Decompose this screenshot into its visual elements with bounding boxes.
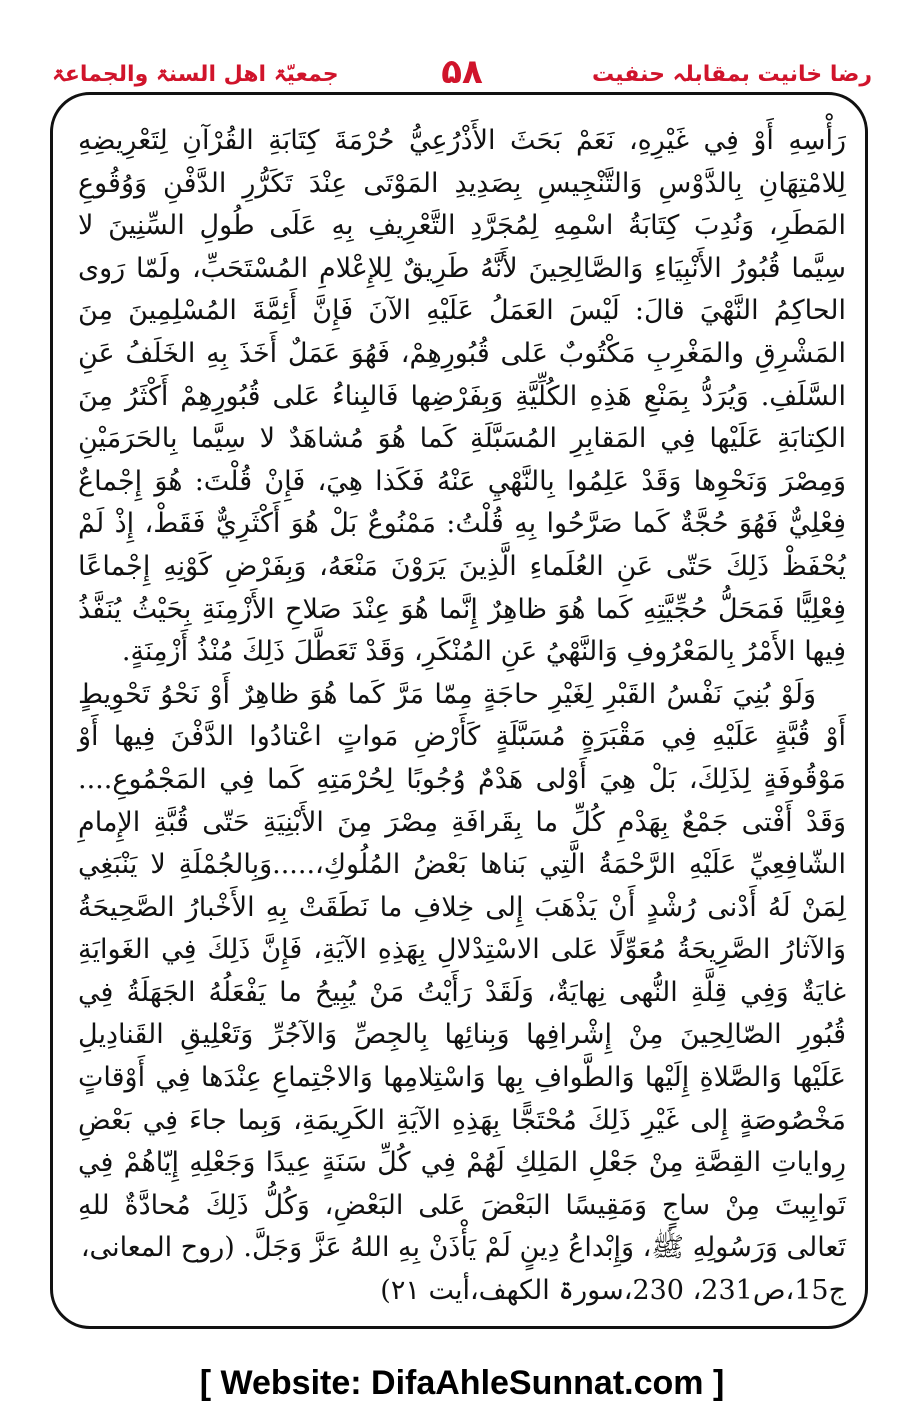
reference-citation: ج15،ص231، 230،سورۃ الکھف،أیت ۲۱) [380, 1275, 846, 1307]
page-number: ۵۸ [441, 52, 483, 92]
main-text [78, 120, 846, 1320]
header-book-title: رضا خانیت بمقابلہ حنفیت [592, 62, 872, 87]
paragraph-1: رَأْسِهِ أَوْ فِي غَيْرِهِ، نَعَمْ بَحَثَ الأَذْرُعِيُّ حُرْمَةَ كِتَابَةِ القُرْآنِ لِتَعْرِيضِهِ لِلامْتِهَانِ بِالدَّوْسِ وَالتَّنْجِيسِ بِصَدِيدِ المَوْتَى عِنْدَ تَكَرُّرِ الدَّفْنِ وَوُقُوعِ المَطَرِ، وَنُدِبَ كِتَابَةُ اسْمِهِ لِمُجَرَّدِ التَّعْرِيفِ بِهِ عَلَى طُولِ السِّنِينَ لا سِيَّما قُبُورُ الأَنْبِيَاءِ وَالصَّالِحِينَ لأَنَّهُ طَرِيقٌ لِلإِعْلامِ المُسْتَحَبِّ، ولَمّا رَوى الحاكِمُ النَّهْيَ قالَ: لَيْسَ العَمَلُ عَلَيْهِ الآنَ فَإِنَّ أَئِمَّةَ المُسْلِمِينَ مِنَ المَشْرِقِ والمَغْرِبِ مَكْتُوبٌ عَلى قُبُورِهِمْ، فَهُوَ عَمَلٌ أَخَذَ بِهِ الخَلَفُ عَنِ السَّلَفِ. وَيُرَدُّ بِمَنْعِ هَذِهِ الكُلِّيَّةِ وَبِفَرْضِها فَالبِناءُ عَلى قُبُورِهِمْ أَكْثَرُ مِنَ الكِتابَةِ عَلَيْها فِي المَقابِرِ المُسَبَّلَةِ كَما هُوَ مُشاهَدٌ لا سِيَّما بِالحَرَمَيْنِ وَمِصْرَ وَنَحْوِها وَقَدْ عَلِمُوا بِالنَّهْيِ عَنْهُ فَكَذا هِيَ، فَإِنْ قُلْتَ: هُوَ إِجْماعٌ فِعْلِيٌّ فَهُوَ حُجَّةٌ كَما صَرَّحُوا بِهِ قُلْتُ: مَمْنُوعٌ بَلْ هُوَ أَكْثَرِيٌّ فَقَطْ، إِذْ لَمْ يُحْفَظْ ذَلِكَ حَتّى عَنِ العُلَماءِ الَّذِينَ يَرَوْنَ مَنْعَهُ، وَبِفَرْضِ كَوْنِهِ إِجْماعًا فِعْلِيًّا فَمَحَلُّ حُجِّيَّتِهِ كَما هُوَ ظاهِرٌ إِنَّما هُوَ عِنْدَ صَلاحِ الأَزْمِنَةِ بِحَيْثُ يُنَفَّذُ فِيها الأَمْرُ بِالمَعْرُوفِ وَالنَّهْيُ عَنِ المُنْكَرِ، وَقَدْ تَعَطَّلَ ذَلِكَ مُنْذُ أَزْمِنَةٍ. [78, 125, 846, 668]
paragraph-2: وَلَوْ بُنِيَ نَفْسُ القَبْرِ لِغَيْرِ حاجَةٍ مِمّا مَرَّ كَما هُوَ ظاهِرٌ أَوْ نَحْوُ تَحْوِيطٍ أَوْ قُبَّةٍ عَلَيْهِ فِي مَقْبَرَةٍ مُسَبَّلَةٍ كَأَرْضِ مَواتٍ اعْتادُوا الدَّفْنَ فِيها أَوْ مَوْقُوفَةٍ لِذَلِكَ، بَلْ هِيَ أَوْلى هَدْمٌ وُجُوبًا لِحُرْمَتِهِ كَما فِي المَجْمُوعِ.... وَقَدْ أَفْتى جَمْعٌ بِهَدْمِ كُلِّ ما بِقَرافَةِ مِصْرَ مِنَ الأَبْنِيَةِ حَتّى قُبَّةِ الإِمامِ الشّافِعِيِّ عَلَيْهِ الرَّحْمَةُ الَّتِي بَناها بَعْضُ المُلُوكِ،.....وَبِالجُمْلَةِ لا يَنْبَغِي لِمَنْ لَهُ أَدْنى رُشْدٍ أَنْ يَذْهَبَ إِلى خِلافِ ما نَطَقَتْ بِهِ الأَخْبارُ الصَّحِيحَةُ وَالآثارُ الصَّرِيحَةُ مُعَوِّلًا عَلى الاسْتِدْلالِ بِهَذِهِ الآيَةِ، فَإِنَّ ذَلِكَ فِي الغَوايَةِ غايَةٌ وَفِي قِلَّةِ النُّهى نِهايَةٌ، وَلَقَدْ رَأَيْتُ مَنْ يُبِيحُ ما يَفْعَلُهُ الجَهَلَةُ فِي قُبُورِ الصّالِحِينَ مِنْ إِشْرافِها وَبِنائِها بِالجِصِّ وَالآجُرِّ وَتَعْلِيقِ القَنادِيلِ عَلَيْها وَالصَّلاةِ إِلَيْها وَالطَّوافِ بِها وَاسْتِلامِها وَالاجْتِماعِ عِنْدَها فِي أَوْقاتٍ مَخْصُوصَةٍ إِلى غَيْرِ ذَلِكَ مُحْتَجًّا بِهَذِهِ الآيَةِ الكَرِيمَةِ، وَبِما جاءَ فِي بَعْضِ رِواياتِ القِصَّةِ مِنْ جَعْلِ المَلِكِ لَهُمْ فِي كُلِّ سَنَةٍ عِيدًا وَجَعْلِهِ إِيّاهُمْ فِي تَوابِيتَ مِنْ ساجٍ وَمَقِيسًا البَعْضَ عَلى البَعْضِ، وَكُلُّ ذَلِكَ مُحادَّةٌ للهِ تَعالى وَرَسُولِهِ ﷺ، وَإِبْداعُ دِينٍ لَمْ يَأْذَنْ بِهِ اللهُ عَزَّ وَجَلَّ. (روح المعانی، [78, 678, 847, 1264]
website-footer: [ Website: DifaAhleSunnat.com ] [199, 1364, 725, 1402]
header-organization: جمعیّۃ اھل السنۃ والجماعۃ [52, 62, 339, 87]
page-header [0, 0, 924, 96]
